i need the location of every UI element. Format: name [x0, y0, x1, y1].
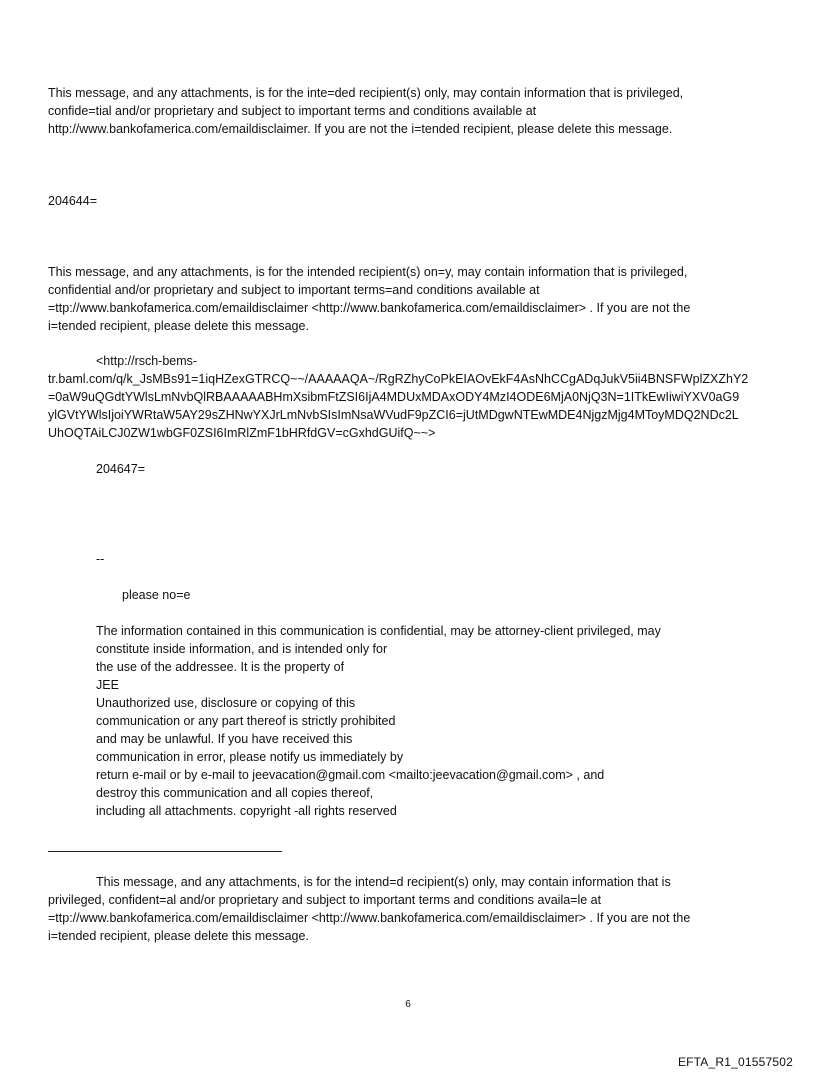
confidentiality-notice: The information contained in this communication is confidential, may be attorney-client privileged, may constitute inside information, and is intended only for the use of the addressee. It is the property of JEE Unauthorized use, disclosure or copying of this communication or any part thereof is strictly prohibited and may be unlawful. If you have received this communication in error, please notify us immediately by return e-mail or by e-mail to jeevacation@gmail.com <mailto:jeevacation@gmail.com> , and destroy this communication and all copies thereof, including all attachments. copyright -all rights reserved [96, 624, 661, 818]
tracking-link-continuation[interactable]: tr.baml.com/q/k_JsMBs91=1iqHZexGTRCQ~~/AAAAAQA~/RgRZhyCoPkEIAOvEkF4AsNhCCgADqJukV5ii4BNSFWplZXZhY2 =0aW9uQGdtYWlsLmNvbQlRBAAAAABHmXsibmFtZSI6IjA4MDUxMDAxODY4MzI4ODE6MjA0NjQ3N=1ITkEwIiwiYXV0aG9 ylGVtYWlsIjoiYWRtaW5AY29sZHNwYXJrLmNvbSIsImNsaWVudF9pZCI6=jUtMDgwNTEwMDE4NjgzMjg4MToyMDQ2NDc2L UhOQTAiLCJ0ZW1wbGF0ZSI6ImRlZmF1bHRfdGV=cGxhdGUifQ~~> [48, 372, 749, 440]
reference-number-1: 204644= [48, 194, 98, 208]
please-note-label: please no=e [122, 588, 191, 602]
disclaimer-paragraph-1: This message, and any attachments, is for the inte=ded recipient(s) only, may contain information that is privileged, confide=tial and/or proprietary and subject to important terms and conditions available at http://www.bankofamerica.com/emaildisclaimer. If you are not the i=tended recipient, please delete this message. [48, 86, 684, 136]
page-number: 6 [405, 999, 411, 1010]
reference-number-2: 204647= [96, 462, 146, 476]
disclaimer-paragraph-2: This message, and any attachments, is for the intended recipient(s) on=y, may contain information that is privileged, confidential and/or proprietary and subject to important terms=and conditions available at =ttp://www.bankofamerica.com/emaildisclaimer <http://www.bankofamerica.com/emaildisclaimer> . If you are not the i=tended recipient, please delete this message. [48, 265, 691, 333]
signature-separator: -- [96, 552, 105, 566]
tracking-link-start[interactable]: <http://rsch-bems- [96, 354, 198, 368]
disclaimer-paragraph-3-first-line: This message, and any attachments, is for the intend=d recipient(s) only, may contain information that is [96, 875, 671, 889]
disclaimer-paragraph-3-continuation: privileged, confident=al and/or proprietary and subject to important terms and conditions availa=le at =ttp://www.bankofamerica.com/emaildisclaimer <http://www.bankofamerica.com/emaildisclaimer> . If you are not the i=tended recipient, please delete this message. [48, 893, 691, 943]
document-id: EFTA_R1_01557502 [677, 1055, 793, 1069]
footnote-divider [48, 851, 282, 852]
